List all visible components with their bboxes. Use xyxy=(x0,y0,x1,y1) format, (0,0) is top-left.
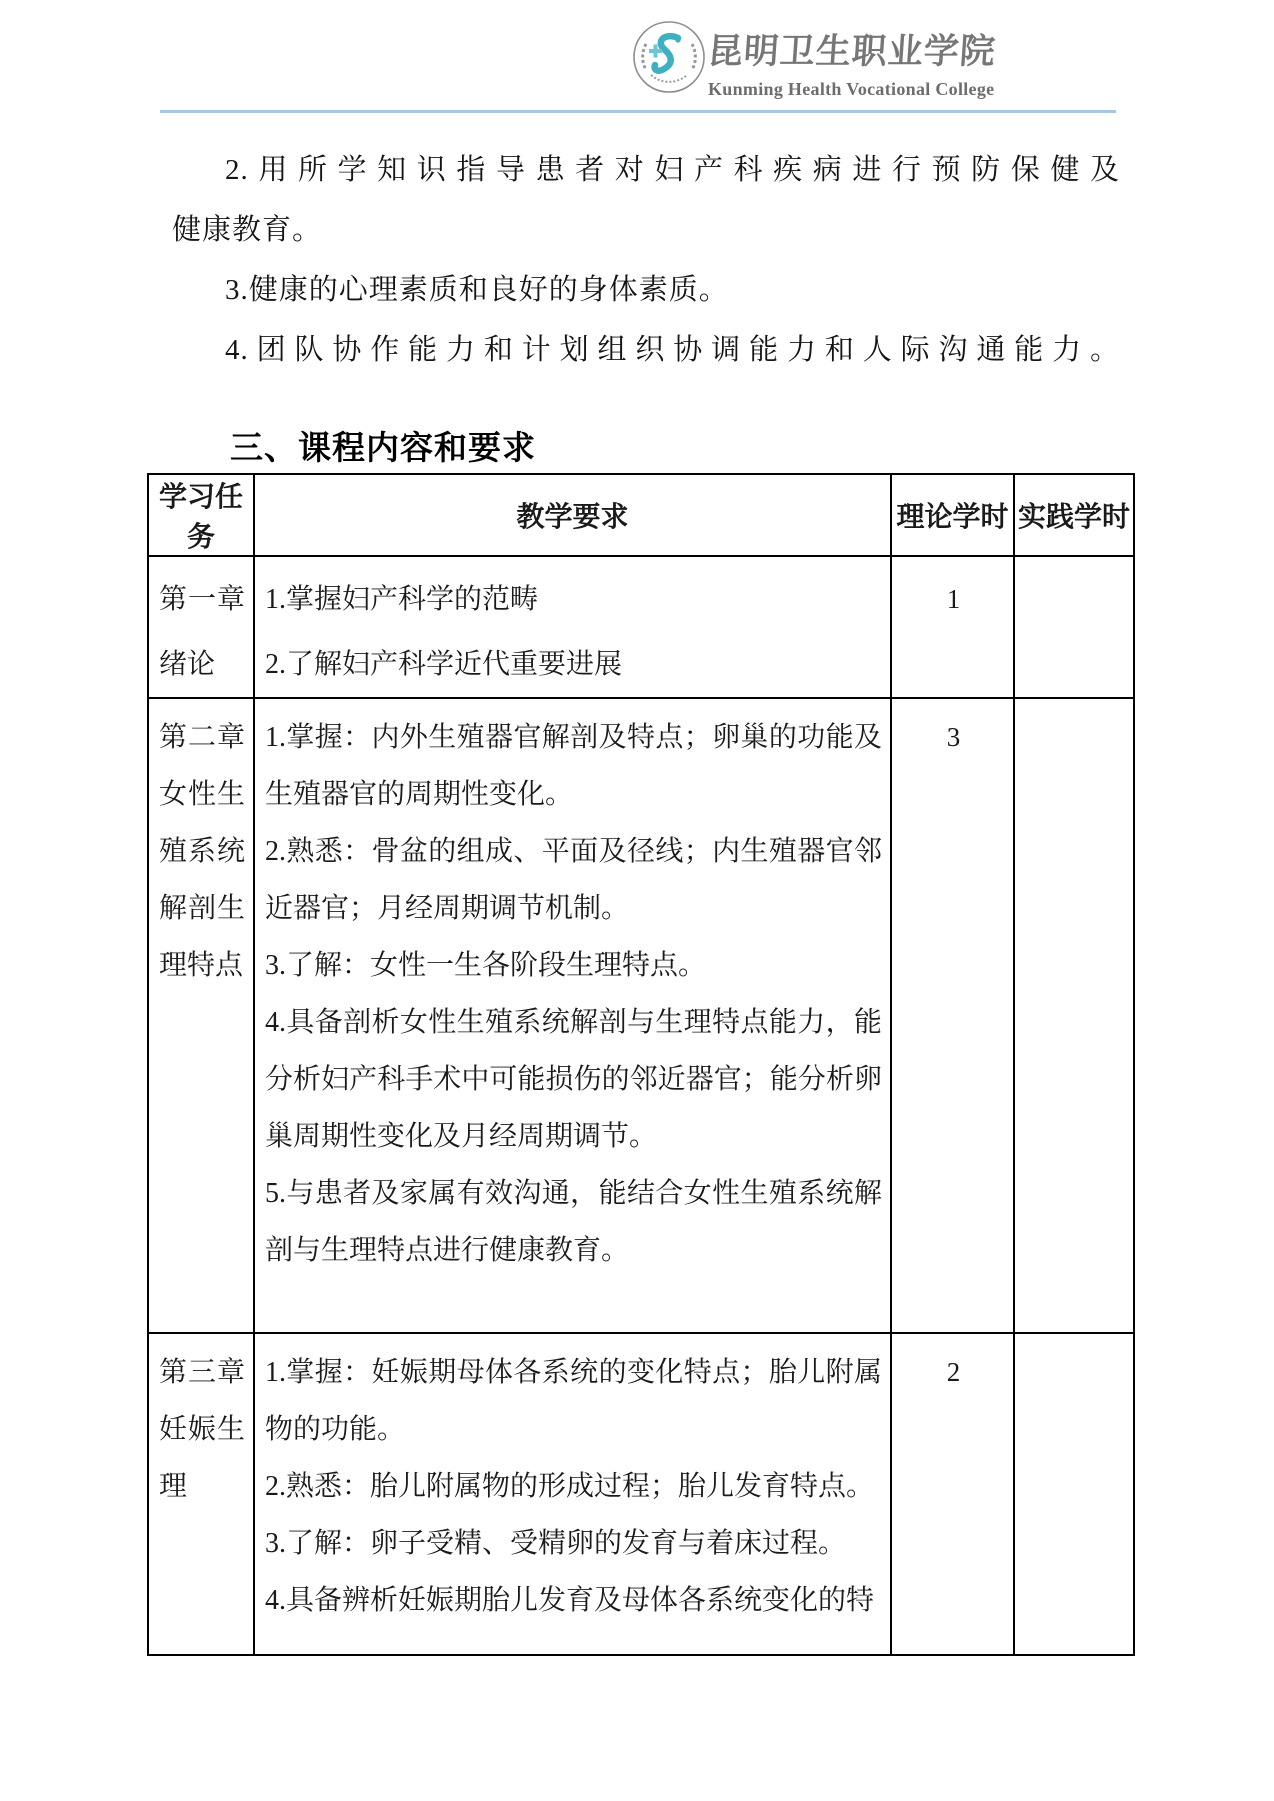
paragraph-line: 3.健康的心理素质和良好的身体素质。 xyxy=(225,274,729,306)
paragraph-line: 4.团队协作能力和计划组织协调能力和人际沟通能力。 xyxy=(225,334,1120,366)
college-name-en: Kunming Health Vocational College xyxy=(708,79,995,99)
paragraph xyxy=(172,260,1120,320)
requirements-list xyxy=(265,1344,882,1629)
task-line: 理 xyxy=(159,1471,188,1502)
requirement-item: 1.掌握妇产科学的范畴 xyxy=(265,584,539,615)
task-line: 解剖生 xyxy=(159,893,245,924)
task-line: 第一章 xyxy=(159,584,245,615)
practice-hours-cell xyxy=(1014,1333,1134,1655)
theory-hours-cell: 1 xyxy=(891,556,1014,698)
task-cell xyxy=(148,698,254,1333)
task-line: 妊娠生 xyxy=(159,1414,245,1445)
paragraph xyxy=(172,320,1120,380)
task-line: 第三章 xyxy=(159,1357,245,1388)
theory-hours-cell: 3 xyxy=(891,698,1014,1333)
requirements-cell xyxy=(254,556,891,698)
requirement-item: 5.与患者及家属有效沟通，能结合女性生殖系统解剖与生理特点进行健康教育。 xyxy=(265,1178,882,1266)
requirement-item: 2.熟悉：胎儿附属物的形成过程；胎儿发育特点。 xyxy=(265,1471,875,1502)
practice-hours-cell xyxy=(1014,698,1134,1333)
table-header-row xyxy=(148,474,1134,556)
requirements-cell xyxy=(254,698,891,1333)
column-header-requirements: 教学要求 xyxy=(254,474,891,556)
body-paragraphs xyxy=(172,140,1120,380)
college-name-zh: 昆明卫生职业学院 xyxy=(706,31,998,72)
requirement-item: 1.掌握：内外生殖器官解剖及特点；卵巢的功能及生殖器官的周期性变化。 xyxy=(265,722,882,810)
task-line: 第二章 xyxy=(159,722,245,753)
requirement-item: 4.具备剖析女性生殖系统解剖与生理特点能力，能分析妇产科手术中可能损伤的邻近器官；能分析卵巢周期性变化及月经周期调节。 xyxy=(265,1007,882,1152)
task-line: 女性生 xyxy=(159,779,245,810)
requirement-item: 2.了解妇产科学近代重要进展 xyxy=(265,649,623,680)
paragraph-line: 健康教育。 xyxy=(172,214,323,246)
requirements-cell xyxy=(254,1333,891,1655)
column-header-theory-hours: 理论学时 xyxy=(891,474,1014,556)
task-line: 理特点 xyxy=(159,950,244,981)
requirement-item: 3.了解：女性一生各阶段生理特点。 xyxy=(265,950,707,981)
course-content-table xyxy=(147,473,1135,1656)
college-title-block xyxy=(708,24,1128,100)
task-line: 绪论 xyxy=(159,649,216,680)
practice-hours-cell xyxy=(1014,556,1134,698)
paragraph-line: 2.用所学知识指导患者对妇产科疾病进行预防保健及 xyxy=(225,154,1120,186)
requirement-item: 3.了解：卵子受精、受精卵的发育与着床过程。 xyxy=(265,1528,847,1559)
task-cell xyxy=(148,1333,254,1655)
column-header-task: 学习任务 xyxy=(148,474,254,556)
column-header-practice-hours: 实践学时 xyxy=(1014,474,1134,556)
requirement-item: 1.掌握：妊娠期母体各系统的变化特点；胎儿附属物的功能。 xyxy=(265,1357,882,1445)
table-row xyxy=(148,556,1134,698)
requirements-list xyxy=(265,567,882,697)
section-heading: 三、课程内容和要求 xyxy=(230,429,536,466)
table-row xyxy=(148,698,1134,1333)
requirement-item: 2.熟悉：骨盆的组成、平面及径线；内生殖器官邻近器官；月经周期调节机制。 xyxy=(265,836,882,924)
college-seal-icon xyxy=(632,20,706,94)
theory-hours-cell: 2 xyxy=(891,1333,1014,1655)
task-line: 殖系统 xyxy=(159,836,245,867)
task-cell xyxy=(148,556,254,698)
requirements-list xyxy=(265,709,882,1279)
header-divider xyxy=(160,110,1116,113)
requirement-item: 4.具备辨析妊娠期胎儿发育及母体各系统变化的特 xyxy=(265,1585,875,1616)
table-row xyxy=(148,1333,1134,1655)
paragraph xyxy=(172,140,1120,260)
